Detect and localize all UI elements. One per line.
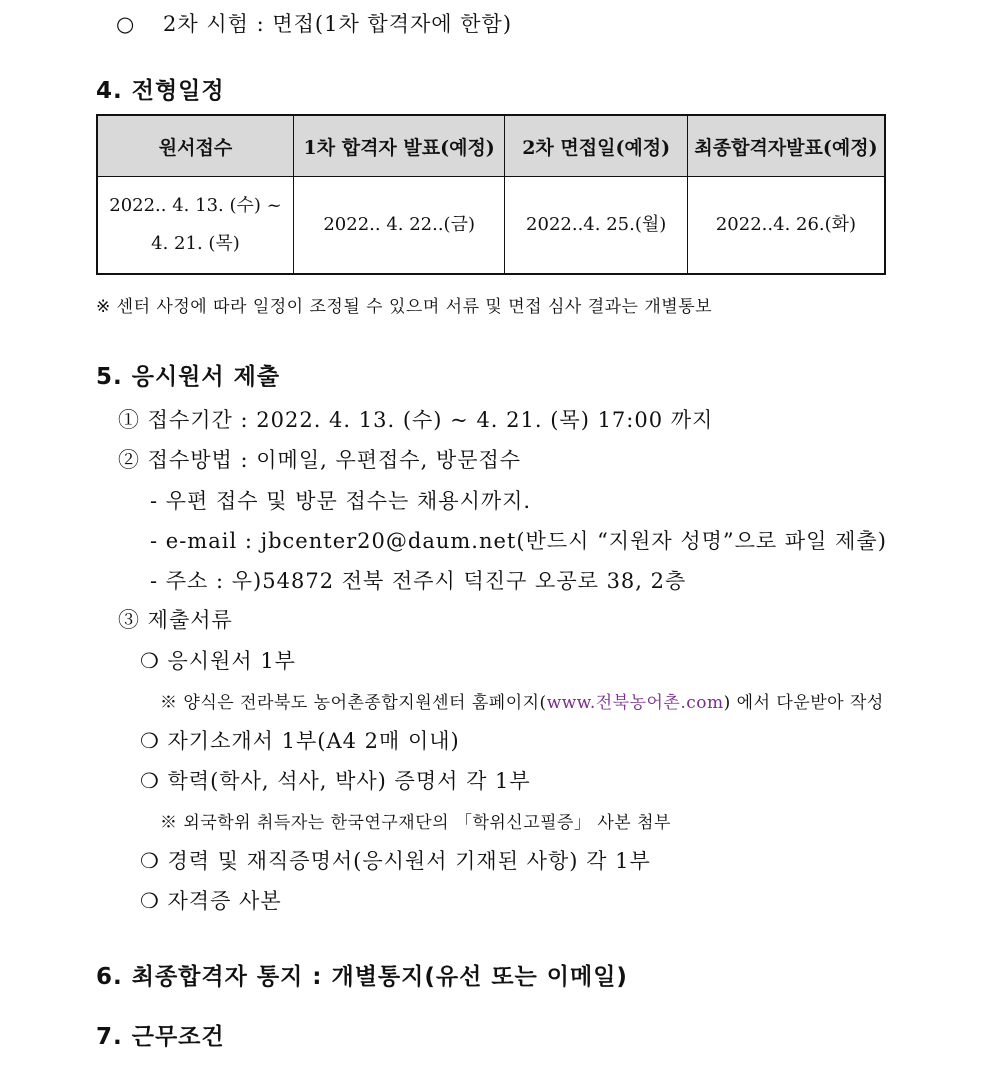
doc-application-note bbox=[160, 688, 884, 713]
section-7-title: 7. 근무조건 bbox=[96, 1024, 225, 1050]
circle-bullet-icon: ○ bbox=[116, 12, 136, 36]
doc-career: ❍ 경력 및 재직증명서(응시원서 기재된 사항) 각 1부 bbox=[140, 849, 651, 873]
doc-self-intro: ❍ 자기소개서 1부(A4 2매 이내) bbox=[140, 729, 460, 753]
doc-degree: ❍ 학력(학사, 석사, 박사) 증명서 각 1부 bbox=[140, 769, 531, 793]
section-5-title: 5. 응시원서 제출 bbox=[96, 364, 281, 390]
table-header-cell: 최종합격자발표(예정) bbox=[687, 115, 885, 177]
item-period: ① 접수기간 : 2022. 4. 13. (수) ~ 4. 21. (목) 17:00 까지 bbox=[118, 408, 714, 432]
intro-line bbox=[116, 8, 512, 38]
sub-email: - e-mail : jbcenter20@daum.net(반드시 “지원자 성명”으로 파일 제출) bbox=[150, 529, 887, 553]
intro-text: 2차 시험 : 면접(1차 합격자에 한함) bbox=[163, 12, 513, 36]
table-header-cell: 1차 합격자 발표(예정) bbox=[293, 115, 504, 177]
table-cell-first-announcement: 2022.. 4. 22..(금) bbox=[293, 177, 504, 275]
section-6-title: 6. 최종합격자 통지 : 개별통지(유선 또는 이메일) bbox=[96, 964, 628, 990]
section-4-title: 4. 전형일정 bbox=[96, 78, 225, 104]
table-cell-interview-date: 2022..4. 25.(월) bbox=[505, 177, 688, 275]
doc-application: ❍ 응시원서 1부 bbox=[140, 649, 296, 673]
table-header-cell: 원서접수 bbox=[97, 115, 293, 177]
table-row bbox=[97, 177, 885, 275]
schedule-table bbox=[96, 114, 886, 275]
doc-license: ❍ 자격증 사본 bbox=[140, 889, 282, 913]
doc-degree-note: ※ 외국학위 취득자는 한국연구재단의 「학위신고필증」 사본 첨부 bbox=[160, 813, 671, 833]
sub-post: - 우편 접수 및 방문 접수는 채용시까지. bbox=[150, 489, 532, 513]
cell-line: 4. 21. (목) bbox=[151, 233, 240, 254]
homepage-link[interactable]: www.전북농어촌.com bbox=[546, 693, 724, 713]
table-header-row bbox=[97, 115, 885, 177]
note-text: ) 에서 다운받아 작성 bbox=[723, 693, 884, 713]
table-header-cell: 2차 면접일(예정) bbox=[505, 115, 688, 177]
note-text: ※ 양식은 전라북도 농어촌종합지원센터 홈페이지( bbox=[160, 693, 547, 713]
cell-line: 2022.. 4. 13. (수) ~ bbox=[109, 195, 282, 216]
table-cell-final-announcement: 2022..4. 26.(화) bbox=[687, 177, 885, 275]
table-cell-application-period bbox=[97, 177, 293, 275]
item-documents: ③ 제출서류 bbox=[118, 608, 233, 632]
sub-address: - 주소 : 우)54872 전북 전주시 덕진구 오공로 38, 2층 bbox=[150, 569, 687, 593]
item-method: ② 접수방법 : 이메일, 우편접수, 방문접수 bbox=[118, 448, 522, 472]
schedule-note: ※ 센터 사정에 따라 일정이 조정될 수 있으며 서류 및 면접 심사 결과는 개별통보 bbox=[96, 297, 713, 317]
